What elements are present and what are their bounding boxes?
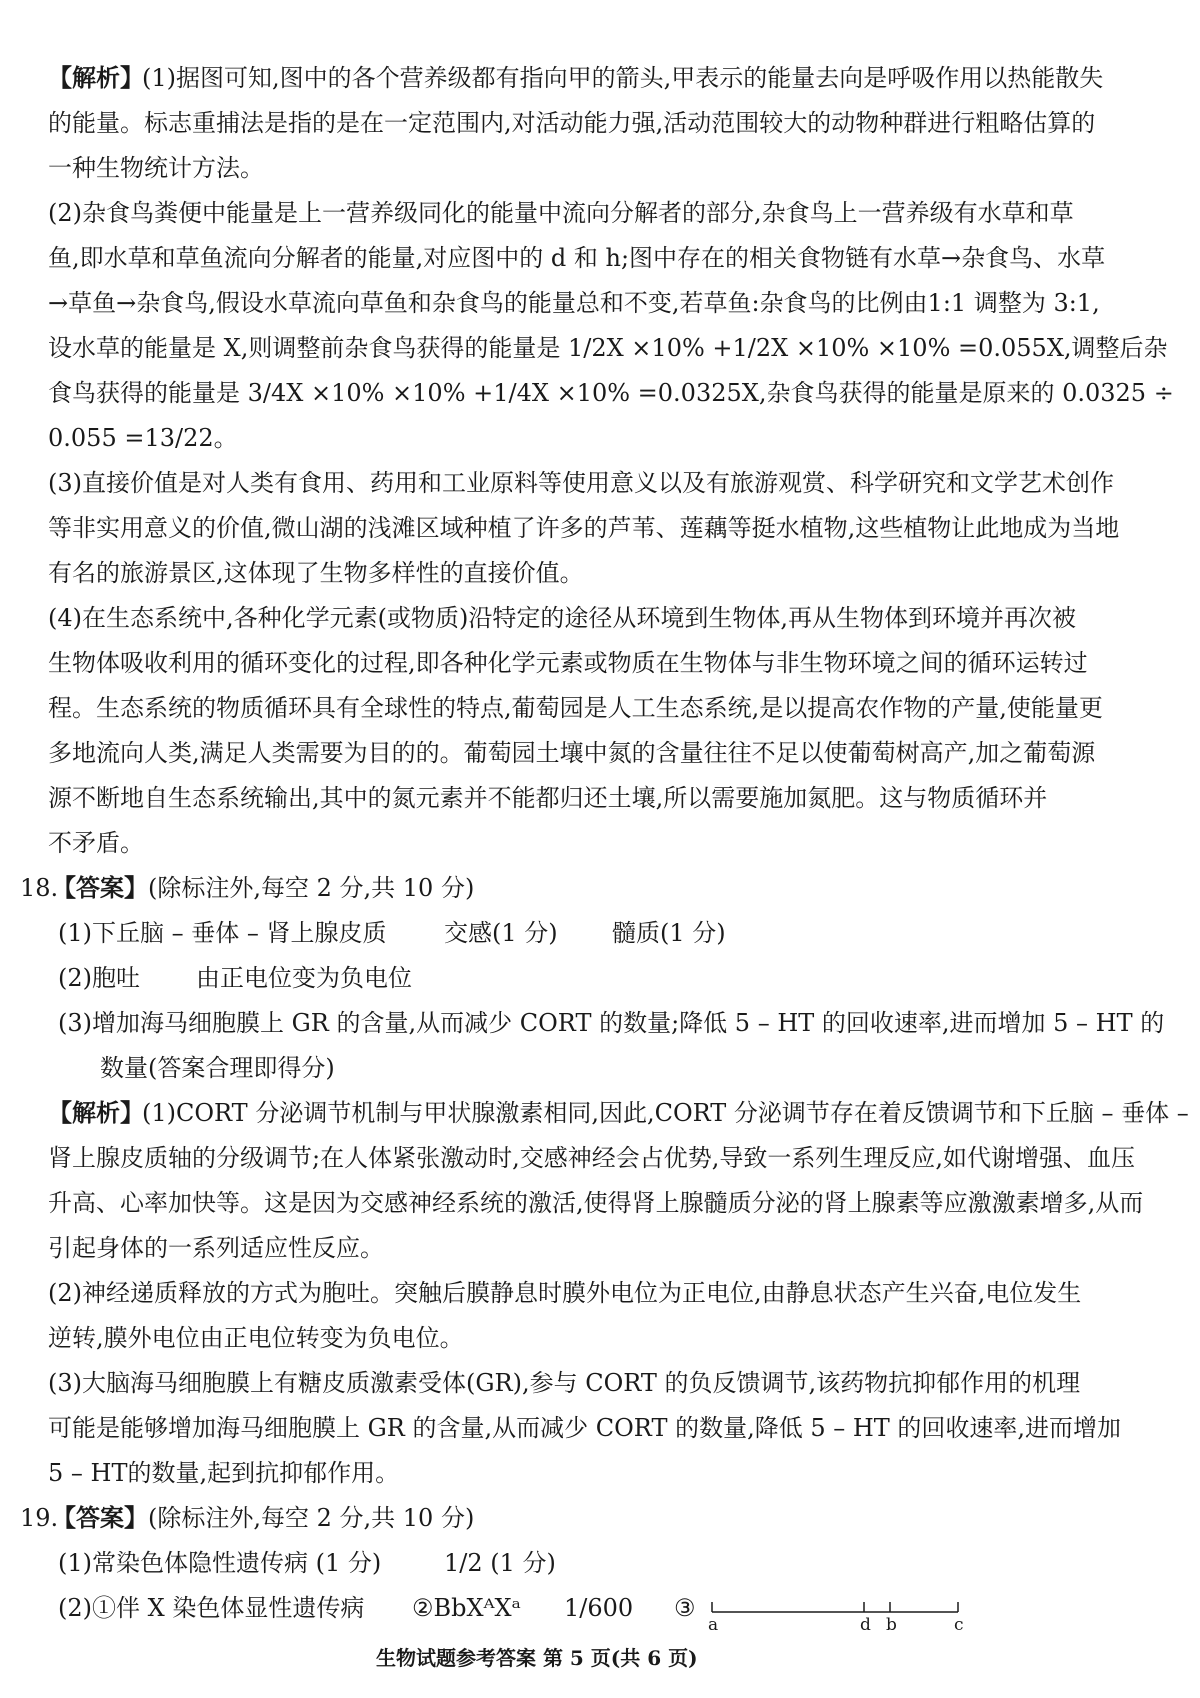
analysis-17-p2-line2 xyxy=(0,236,1200,280)
analysis-label: 【解析】 xyxy=(48,1098,144,1127)
analysis-text: 0.055 =13/22。 xyxy=(48,424,238,452)
question-number: 18. xyxy=(20,874,59,902)
analysis-text: (3)直接价值是对人类有食用、药用和工业原料等使用意义以及有旅游观赏、科学研究和文学艺术创作 xyxy=(48,469,1114,497)
footer-text: 生物试题参考答案 第 5 页(共 6 页) xyxy=(376,1646,698,1670)
analysis-text: 升高、心率加快等。这是因为交感神经系统的激活,使得肾上腺髓质分泌的肾上腺素等应激激素增多,从而 xyxy=(48,1189,1144,1217)
question-number: 19. xyxy=(20,1504,59,1532)
q18-analysis-p1-line3 xyxy=(0,1181,1200,1225)
locus-label-c: c xyxy=(954,1615,964,1635)
analysis-text: (2)神经递质释放的方式为胞吐。突触后膜静息时膜外电位为正电位,由静息状态产生兴奋,电位发生 xyxy=(48,1279,1082,1307)
score-note: (除标注外,每空 2 分,共 10 分) xyxy=(148,1504,475,1532)
q19-answer-header xyxy=(0,1496,1200,1540)
analysis-text: 生物体吸收利用的循环变化的过程,即各种化学元素或物质在生物体与非生物环境之间的循环运转过 xyxy=(48,649,1088,677)
q18-analysis-p3-line2 xyxy=(0,1406,1200,1450)
analysis-text: 引起身体的一系列适应性反应。 xyxy=(48,1234,384,1262)
analysis-label: 【解析】 xyxy=(48,63,144,92)
analysis-text: 食鸟获得的能量是 3/4X ×10% ×10% +1/4X ×10% =0.0325X,杂食鸟获得的能量是原来的 0.0325 ÷ xyxy=(48,379,1174,407)
analysis-17-p2-line1 xyxy=(0,191,1200,235)
analysis-17-p1-line2 xyxy=(0,101,1200,145)
locus-label-d: d xyxy=(860,1615,871,1635)
analysis-17-p4-line4 xyxy=(0,731,1200,775)
analysis-17-p2-line4 xyxy=(0,326,1200,370)
analysis-text: (4)在生态系统中,各种化学元素(或物质)沿特定的途径从环境到生物体,再从生物体到环境并再次被 xyxy=(48,604,1076,632)
analysis-17-p4-line6 xyxy=(0,821,1200,865)
analysis-17-p3-line2 xyxy=(0,506,1200,550)
analysis-17-p2-line6 xyxy=(0,416,1200,460)
answer-text: ③ xyxy=(674,1594,696,1622)
analysis-17-p4-line1 xyxy=(0,596,1200,640)
q18-analysis-p1-line4 xyxy=(0,1226,1200,1270)
locus-label-b: b xyxy=(886,1615,897,1635)
q18-analysis-p1-line2 xyxy=(0,1136,1200,1180)
analysis-17-p4-line2 xyxy=(0,641,1200,685)
score-note: (除标注外,每空 2 分,共 10 分) xyxy=(148,874,475,902)
q18-answer-1 xyxy=(0,911,1200,955)
analysis-text: 肾上腺皮质轴的分级调节;在人体紧张激动时,交感神经会占优势,导致一系列生理反应,如代谢增强、血压 xyxy=(48,1144,1135,1172)
analysis-text: →草鱼→杂食鸟,假设水草流向草鱼和杂食鸟的能量总和不变,若草鱼:杂食鸟的比例由1:1 调整为 3:1, xyxy=(48,289,1100,317)
answer-label: 【答案】 xyxy=(52,873,148,902)
analysis-text: 设水草的能量是 X,则调整前杂食鸟获得的能量是 1/2X ×10% +1/2X ×10% ×10% =0.055X,调整后杂 xyxy=(48,334,1168,362)
analysis-text: 一种生物统计方法。 xyxy=(48,154,264,182)
analysis-17-p1-line3 xyxy=(0,146,1200,190)
answer-label: 【答案】 xyxy=(52,1503,148,1532)
analysis-17-p2-line5 xyxy=(0,371,1200,415)
q18-analysis-p3-line1 xyxy=(0,1361,1200,1405)
analysis-text: 程。生态系统的物质循环具有全球性的特点,葡萄园是人工生态系统,是以提高农作物的产量,使能量更 xyxy=(48,694,1103,722)
gene-map-diagram xyxy=(708,1592,968,1638)
answer-text: 1/2 (1 分) xyxy=(444,1549,556,1577)
q18-analysis-p2-line2 xyxy=(0,1316,1200,1360)
q18-analysis-p3-line3 xyxy=(0,1451,1200,1495)
q18-answer-header xyxy=(0,866,1200,910)
page-footer xyxy=(0,1636,1200,1680)
answer-text: (1)下丘脑 – 垂体 – 肾上腺皮质 xyxy=(58,919,387,947)
analysis-text: 有名的旅游景区,这体现了生物多样性的直接价值。 xyxy=(48,559,584,587)
answer-text: 交感(1 分) xyxy=(444,919,558,947)
answer-text: 1/600 xyxy=(564,1594,634,1622)
analysis-17-p1-line1 xyxy=(0,56,1200,100)
answer-text: 数量(答案合理即得分) xyxy=(100,1054,335,1082)
analysis-17-p3-line1 xyxy=(0,461,1200,505)
q19-answer-1 xyxy=(0,1541,1200,1585)
analysis-text: 多地流向人类,满足人类需要为目的的。葡萄园土壤中氮的含量往往不足以使葡萄树高产,加之葡萄源 xyxy=(48,739,1096,767)
analysis-text: 等非实用意义的价值,微山湖的浅滩区域种植了许多的芦苇、莲藕等挺水植物,这些植物让此地成为当地 xyxy=(48,514,1120,542)
analysis-text: (3)大脑海马细胞膜上有糖皮质激素受体(GR),参与 CORT 的负反馈调节,该药物抗抑郁作用的机理 xyxy=(48,1369,1081,1397)
analysis-17-p4-line5 xyxy=(0,776,1200,820)
analysis-17-p3-line3 xyxy=(0,551,1200,595)
q19-answer-2 xyxy=(0,1586,1200,1630)
locus-label-a: a xyxy=(708,1615,719,1635)
analysis-17-p4-line3 xyxy=(0,686,1200,730)
analysis-text: 的能量。标志重捕法是指的是在一定范围内,对活动能力强,活动范围较大的动物种群进行粗略估算的 xyxy=(48,109,1096,137)
analysis-text: (2)杂食鸟粪便中能量是上一营养级同化的能量中流向分解者的部分,杂食鸟上一营养级有水草和草 xyxy=(48,199,1074,227)
answer-text: (3)增加海马细胞膜上 GR 的含量,从而减少 CORT 的数量;降低 5 – HT 的回收速率,进而增加 5 – HT 的 xyxy=(58,1009,1165,1037)
q18-answer-2 xyxy=(0,956,1200,1000)
answer-text: (2)胞吐 xyxy=(58,964,140,992)
answer-text: ②BbXᴬXᵃ xyxy=(412,1594,521,1622)
answer-text: 由正电位变为负电位 xyxy=(196,964,412,992)
analysis-17-p2-line3 xyxy=(0,281,1200,325)
analysis-text: 鱼,即水草和草鱼流向分解者的能量,对应图中的 d 和 h;图中存在的相关食物链有水草→杂食鸟、水草 xyxy=(48,244,1106,272)
analysis-text: (1)CORT 分泌调节机制与甲状腺激素相同,因此,CORT 分泌调节存在着反馈调节和下丘脑 – 垂体 – xyxy=(142,1099,1189,1127)
analysis-text: 不矛盾。 xyxy=(48,829,144,857)
answer-text: (1)常染色体隐性遗传病 (1 分) xyxy=(58,1549,382,1577)
q18-answer-3-line1 xyxy=(0,1001,1200,1045)
analysis-text: 可能是能够增加海马细胞膜上 GR 的含量,从而减少 CORT 的数量,降低 5 – HT 的回收速率,进而增加 xyxy=(48,1414,1122,1442)
analysis-text: 源不断地自生态系统输出,其中的氮元素并不能都归还土壤,所以需要施加氮肥。这与物质循环并 xyxy=(48,784,1048,812)
answer-text: (2)①伴 X 染色体显性遗传病 xyxy=(58,1594,365,1622)
q18-answer-3-line2 xyxy=(0,1046,1200,1090)
analysis-text: 5 – HT的数量,起到抗抑郁作用。 xyxy=(48,1459,400,1487)
analysis-text: (1)据图可知,图中的各个营养级都有指向甲的箭头,甲表示的能量去向是呼吸作用以热能散失 xyxy=(142,64,1104,92)
q18-analysis-p2-line1 xyxy=(0,1271,1200,1315)
analysis-text: 逆转,膜外电位由正电位转变为负电位。 xyxy=(48,1324,464,1352)
q18-analysis-p1-line1 xyxy=(0,1091,1200,1135)
answer-text: 髓质(1 分) xyxy=(612,919,726,947)
